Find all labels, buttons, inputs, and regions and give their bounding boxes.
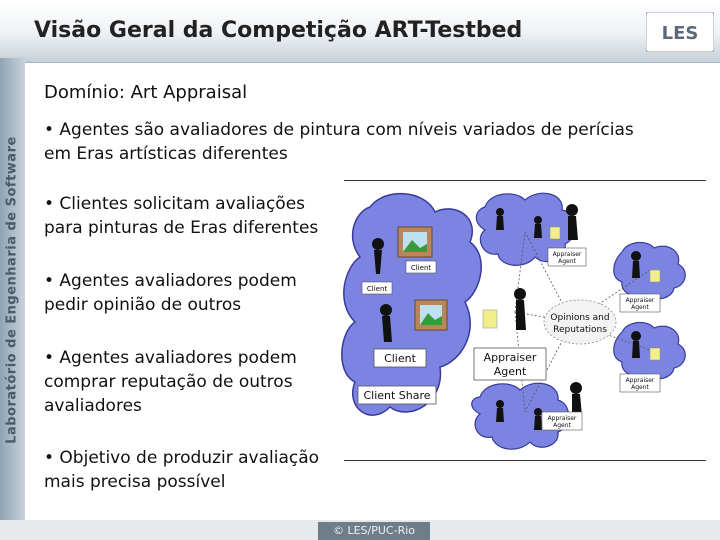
les-logo [646,12,714,52]
client-label-2: Client [366,285,388,293]
bullet-1-line-1: • Agentes são avaliadores de pintura com níveis variados de perícias [44,120,634,140]
appraiser-cloud-right-2 [614,322,686,378]
appraiser-right1-label-1: Appraiser [625,297,655,304]
bullet-4-line-1: • Agentes avaliadores podem [44,348,297,368]
bullet-3 [44,269,297,317]
opinions-label-1: Opinions and [550,313,610,323]
art-testbed-diagram [340,182,710,460]
domain-subtitle: Domínio: Art Appraisal [44,82,248,103]
divider-bottom [344,460,706,461]
bullet-4-line-3: avaliadores [44,396,142,416]
appraiser-top-label-2: Agent [558,258,576,265]
appraiser-right1-label-2: Agent [631,304,649,311]
bullet-5-line-2: mais precisa possível [44,472,226,492]
painting-frame-2 [415,300,447,330]
bullet-1-line-2: em Eras artísticas diferentes [44,144,288,164]
bullet-3-line-1: • Agentes avaliadores podem [44,271,297,291]
sidebar-lab-name: Laboratório de Engenharia de Software [4,136,20,444]
bullet-3-line-2: pedir opinião de outros [44,295,242,315]
client-label-large: Client [384,352,416,365]
bullet-5-line-1: • Objetivo de produzir avaliação [44,448,320,468]
appraiser-bottom-label-2: Agent [553,422,571,429]
appraiser-agent-label-1: Appraiser [483,351,537,364]
bullet-2 [44,192,318,240]
logo-text: LES [661,23,699,44]
footer-copyright: © LES/PUC-Rio [318,522,430,540]
painting-frame-1 [398,227,432,257]
bullet-1 [44,118,634,166]
divider-top [344,180,706,181]
slide-title: Visão Geral da Competição ART-Testbed [34,18,523,43]
bullet-4 [44,346,297,418]
bullet-5 [44,446,319,494]
appraiser-right2-label-2: Agent [631,384,649,391]
appraiser-top-label-1: Appraiser [552,251,582,258]
client-label-1: Client [410,264,432,272]
bullet-2-line-1: • Clientes solicitam avaliações [44,194,306,214]
appraiser-right2-label-1: Appraiser [625,377,655,384]
client-share-label: Client Share [363,389,431,402]
opinions-label-2: Reputations [553,325,607,335]
bullet-4-line-2: comprar reputação de outros [44,372,293,392]
bullet-2-line-2: para pinturas de Eras diferentes [44,218,319,238]
slide-header [0,0,720,63]
appraiser-agent-label-2: Agent [493,365,527,378]
appraiser-bottom-label-1: Appraiser [547,415,577,422]
